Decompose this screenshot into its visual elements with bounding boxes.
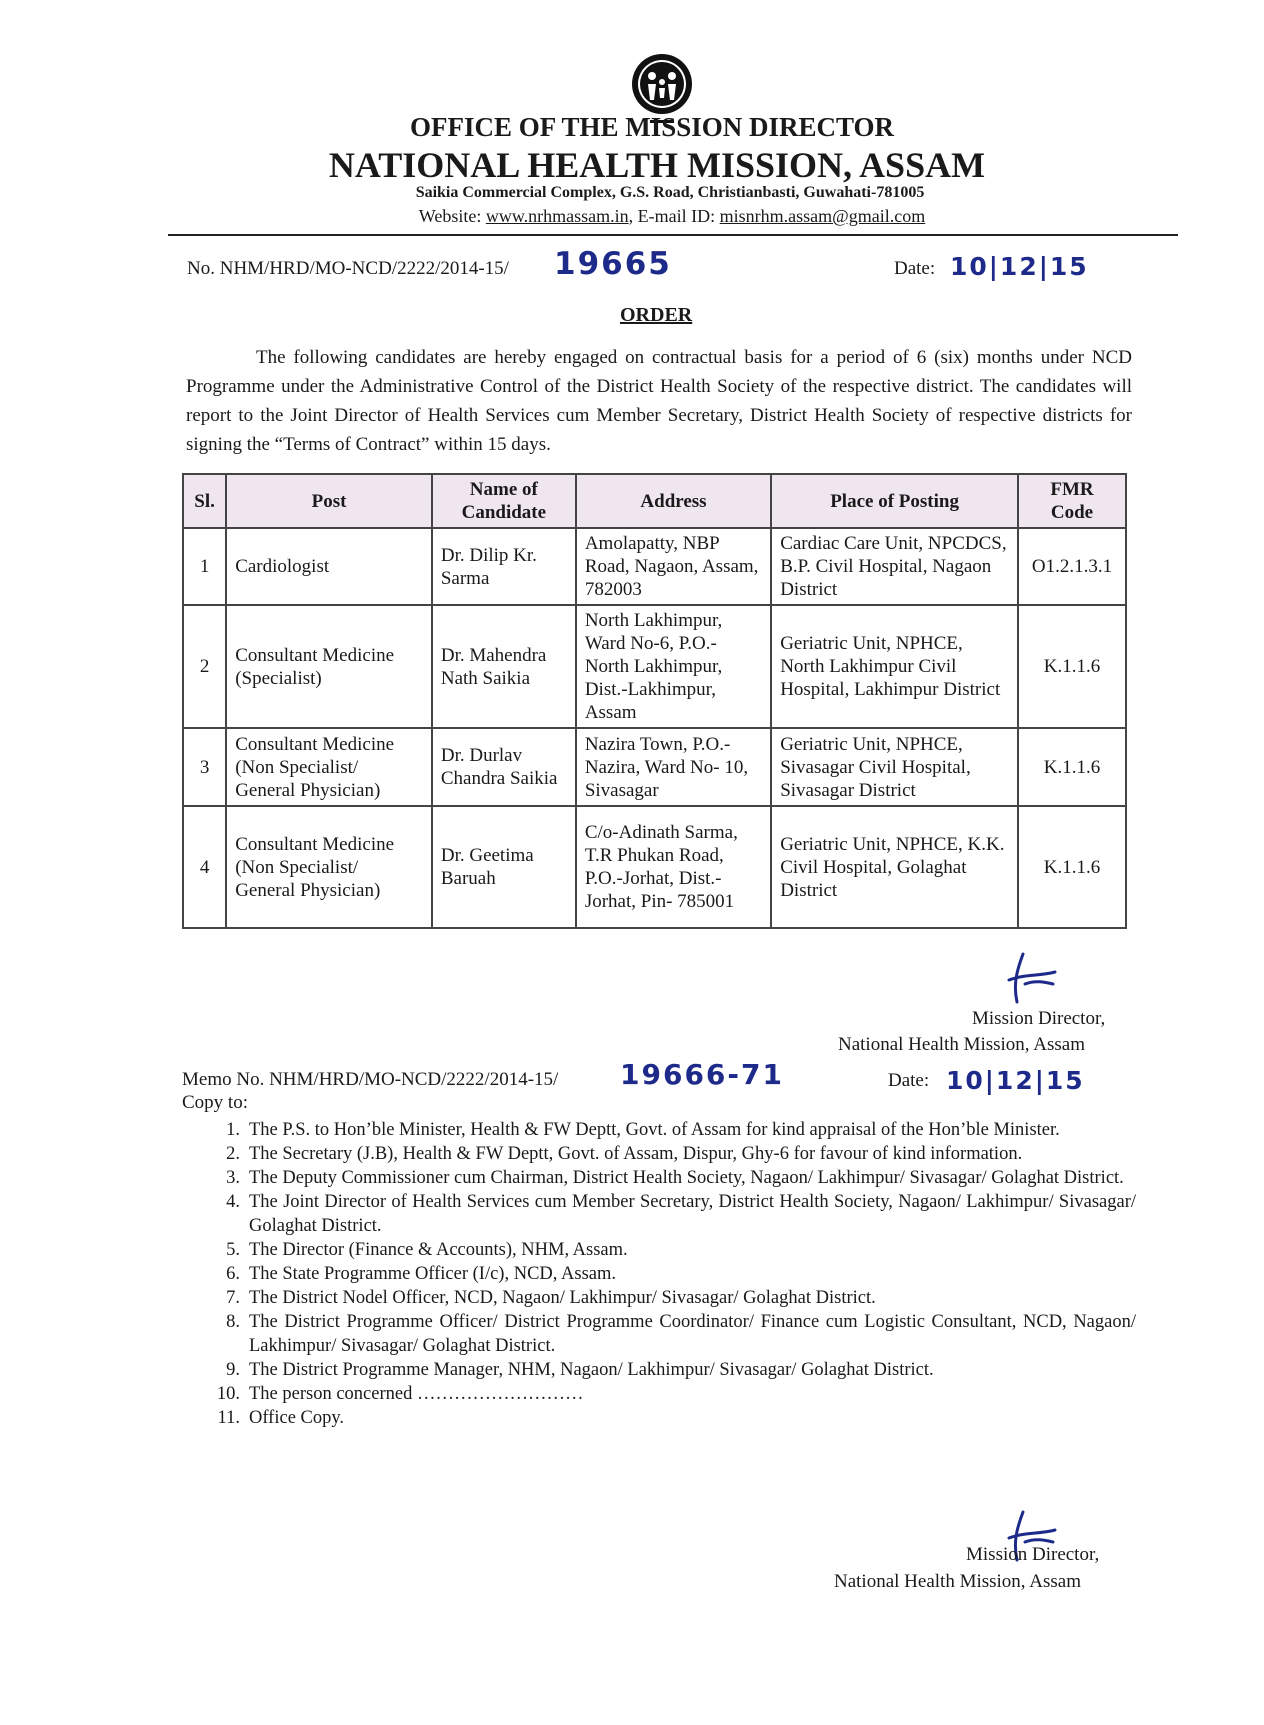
item-text: The District Programme Officer/ District Programme Coordinator/ Finance cum Logistic Consultant, NCD, Nagaon/ Lakhimpur/ Sivasagar/ Golaghat District.	[249, 1312, 1136, 1356]
memo-date-handwritten: 10|12|15	[946, 1066, 1085, 1095]
item-number: 8.	[226, 1312, 240, 1332]
office-title: OFFICE OF THE MISSION DIRECTOR	[409, 112, 895, 142]
item-text: The person concerned ………………………	[249, 1384, 584, 1404]
item-number: 4.	[226, 1192, 240, 1212]
item-text: The District Programme Manager, NHM, Nagaon/ Lakhimpur/ Sivasagar/ Golaghat District.	[249, 1360, 934, 1380]
item-number: 9.	[226, 1360, 240, 1380]
cell-name: Dr. Geetima Baruah	[432, 806, 576, 928]
cell-sl: 2	[183, 605, 226, 728]
list-item	[206, 1286, 1136, 1310]
cell-fmr: O1.2.1.3.1	[1018, 528, 1126, 605]
cell-post: Consultant Medicine (Non Specialist/ General Physician)	[226, 728, 432, 806]
item-number: 2.	[226, 1144, 240, 1164]
cell-posting: Geriatric Unit, NPHCE, North Lakhimpur Civil Hospital, Lakhimpur District	[771, 605, 1018, 728]
item-text: The State Programme Officer (I/c), NCD, Assam.	[249, 1264, 616, 1284]
list-item	[206, 1238, 1136, 1262]
cell-posting: Geriatric Unit, NPHCE, K.K. Civil Hospital, Golaghat District	[771, 806, 1018, 928]
item-text: The Deputy Commissioner cum Chairman, District Health Society, Nagaon/ Lakhimpur/ Sivasagar/ Golaghat District.	[249, 1168, 1124, 1188]
email-link[interactable]: misnrhm.assam@gmail.com	[719, 206, 926, 226]
cell-posting: Cardiac Care Unit, NPCDCS, B.P. Civil Hospital, Nagaon District	[771, 528, 1018, 605]
cell-name: Dr. Mahendra Nath Saikia	[432, 605, 576, 728]
order-ref-handwritten: 19665	[554, 246, 672, 282]
item-number: 11.	[217, 1408, 240, 1428]
table-header-row	[183, 474, 1126, 528]
list-item	[206, 1382, 1136, 1406]
list-item	[206, 1166, 1136, 1190]
website-link[interactable]: www.nrhmassam.in	[485, 206, 629, 226]
signatory-org: National Health Mission, Assam	[834, 1571, 1081, 1592]
memo-number: Memo No. NHM/HRD/MO-NCD/2222/2014-15/	[182, 1069, 559, 1090]
list-item	[206, 1262, 1136, 1286]
cell-post: Consultant Medicine (Non Specialist/ General Physician)	[226, 806, 432, 928]
list-item	[206, 1310, 1136, 1358]
candidates-table	[182, 473, 1127, 929]
item-text: Office Copy.	[249, 1408, 345, 1428]
item-text: The District Nodel Officer, NCD, Nagaon/ Lakhimpur/ Sivasagar/ Golaghat District.	[249, 1288, 876, 1308]
order-title: ORDER	[620, 304, 693, 326]
cell-sl: 3	[183, 728, 226, 806]
header-post: Post	[226, 474, 432, 528]
header-address: Address	[576, 474, 771, 528]
signatory-title: Mission Director,	[972, 1008, 1106, 1029]
item-number: 10.	[216, 1384, 240, 1404]
cell-address: Nazira Town, P.O.- Nazira, Ward No- 10, Sivasagar	[576, 728, 771, 806]
order-ref-number: No. NHM/HRD/MO-NCD/2222/2014-15/	[187, 258, 509, 279]
cell-fmr: K.1.1.6	[1018, 728, 1126, 806]
email-label: , E-mail ID:	[628, 206, 720, 226]
contact-line	[0, 206, 1264, 227]
memo-number-handwritten: 19666-71	[620, 1058, 784, 1091]
item-text: The P.S. to Hon’ble Minister, Health & FW Deptt, Govt. of Assam for kind appraisal of the Hon’ble Minister.	[249, 1120, 1060, 1140]
item-number: 1.	[226, 1120, 240, 1140]
list-item	[206, 1406, 1136, 1430]
order-intro: The following candidates are hereby engaged on contractual basis for a period of 6 (six) months under NCD Programme under the Administrative Control of the District Health Society of the respective district. The candidates will report to the Joint Director of Health Services cum Member Secretary, District Health Society of respective districts for signing the “Terms of Contract” within 15 days.	[186, 347, 1132, 455]
table-row	[183, 806, 1126, 928]
table-row	[183, 605, 1126, 728]
signatory-org: National Health Mission, Assam	[838, 1034, 1085, 1055]
memo-date-label: Date:	[888, 1070, 930, 1091]
copy-to-label: Copy to:	[182, 1092, 248, 1113]
signature-mark	[995, 950, 1065, 1015]
item-number: 3.	[226, 1168, 240, 1188]
cell-fmr: K.1.1.6	[1018, 806, 1126, 928]
header-sl: Sl.	[183, 474, 226, 528]
cell-name: Dr. Durlav Chandra Saikia	[432, 728, 576, 806]
cell-sl: 1	[183, 528, 226, 605]
header-name: Name of Candidate	[432, 474, 576, 528]
header-divider	[168, 234, 1178, 236]
item-text: The Joint Director of Health Services cum Member Secretary, District Health Society, Nagaon/ Lakhimpur/ Sivasagar/ Golaghat District.	[249, 1192, 1136, 1236]
cell-name: Dr. Dilip Kr. Sarma	[432, 528, 576, 605]
cell-post: Consultant Medicine (Specialist)	[226, 605, 432, 728]
list-item	[206, 1142, 1136, 1166]
cell-sl: 4	[183, 806, 226, 928]
item-number: 7.	[226, 1288, 240, 1308]
cell-fmr: K.1.1.6	[1018, 605, 1126, 728]
cell-address: C/o-Adinath Sarma, T.R Phukan Road, P.O.-Jorhat, Dist.-Jorhat, Pin- 785001	[576, 806, 771, 928]
office-address: Saikia Commercial Complex, G.S. Road, Christianbasti, Guwahati-781005	[415, 184, 925, 201]
mission-title: NATIONAL HEALTH MISSION, ASSAM	[328, 145, 986, 185]
item-number: 5.	[226, 1240, 240, 1260]
cell-post: Cardiologist	[226, 528, 432, 605]
signatory-title: Mission Director,	[966, 1544, 1100, 1565]
table-row	[183, 528, 1126, 605]
list-item	[206, 1118, 1136, 1142]
cell-posting: Geriatric Unit, NPHCE, Sivasagar Civil Hospital, Sivasagar District	[771, 728, 1018, 806]
table-row	[183, 728, 1126, 806]
item-text: The Director (Finance & Accounts), NHM, Assam.	[249, 1240, 628, 1260]
item-number: 6.	[226, 1264, 240, 1284]
list-item	[206, 1190, 1136, 1238]
website-label: Website:	[418, 206, 486, 226]
order-date-label: Date:	[894, 258, 936, 279]
item-text: The Secretary (J.B), Health & FW Deptt, Govt. of Assam, Dispur, Ghy-6 for favour of kind information.	[249, 1144, 1023, 1164]
order-date-handwritten: 10|12|15	[950, 252, 1089, 281]
cell-address: Amolapatty, NBP Road, Nagaon, Assam, 782003	[576, 528, 771, 605]
header-fmr: FMR Code	[1018, 474, 1126, 528]
cell-address: North Lakhimpur, Ward No-6, P.O.- North Lakhimpur, Dist.-Lakhimpur, Assam	[576, 605, 771, 728]
list-item	[206, 1358, 1136, 1382]
header-posting: Place of Posting	[771, 474, 1018, 528]
copy-to-list	[206, 1118, 1136, 1430]
